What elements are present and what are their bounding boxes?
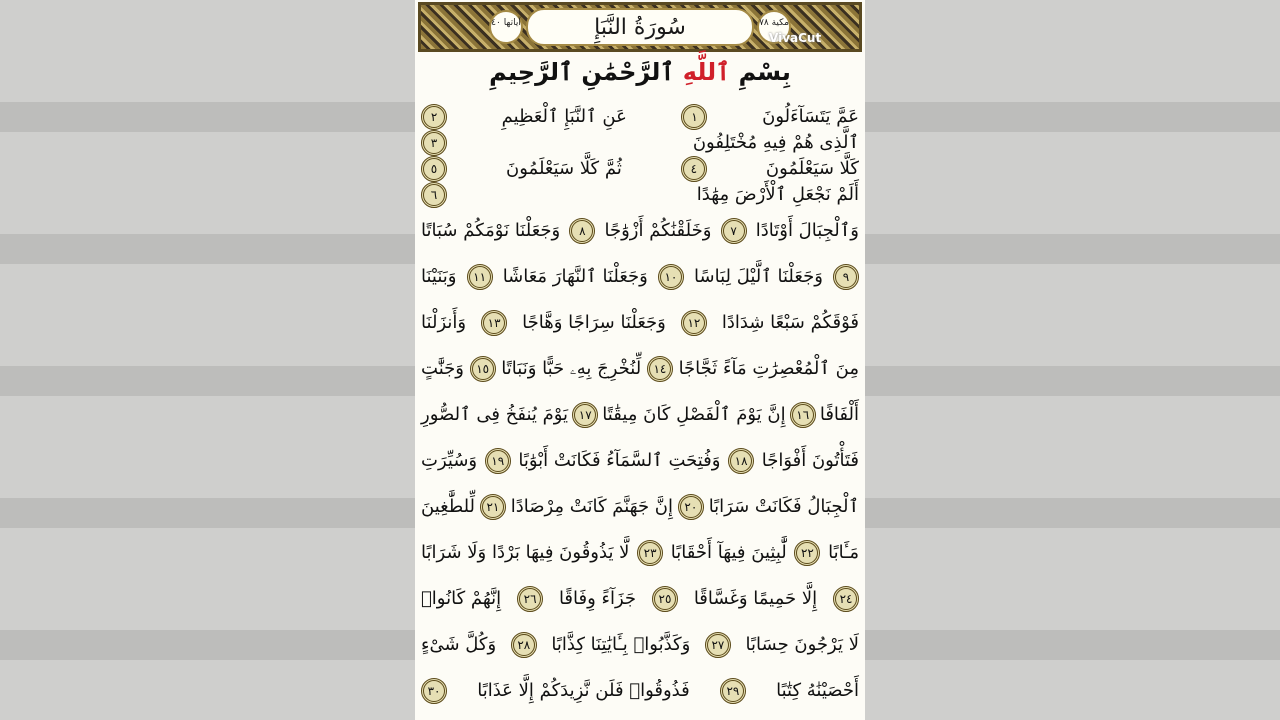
ayah-number-marker: ٢٧	[705, 632, 731, 658]
verse-text: فَوْقَكُمْ سَبْعًا شِدَادًا	[721, 312, 859, 333]
basmala	[415, 58, 865, 86]
ayah-number-marker: ٢١	[480, 494, 506, 520]
verse-line	[421, 622, 859, 668]
verse-text: لِّنُخْرِجَ بِهِۦ حَبًّا وَنَبَاتًا	[501, 358, 642, 379]
verse-line	[421, 392, 859, 438]
verse-text: عَنِ ٱلنَّبَإِ ٱلْعَظِيمِ	[501, 106, 627, 127]
ayah-number-marker: ٣٠	[421, 678, 447, 704]
ayah-number-marker: ١٠	[658, 264, 684, 290]
verse-text: عَمَّ يَتَسَآءَلُونَ	[762, 106, 859, 127]
verse-text: مِنَ ٱلْمُعْصِرَٰتِ مَآءً ثَجَّاجًا	[678, 358, 859, 379]
verse-line	[421, 254, 859, 300]
verse-text: يَوْمَ يُنفَخُ فِى ٱلصُّورِ	[421, 404, 569, 425]
verse-text: وَٱلْجِبَالَ أَوْتَادًا	[755, 220, 859, 241]
ayah-number-marker: ١٤	[647, 356, 673, 382]
ayah-number-marker: ١	[681, 104, 707, 130]
ayah-number-marker: ٢٦	[517, 586, 543, 612]
ayah-number-marker: ٩	[833, 264, 859, 290]
ayah-number-marker: ١٣	[481, 310, 507, 336]
verse-text: وَجَعَلْنَا ٱلَّيْلَ لِبَاسًا	[694, 266, 823, 287]
verse-text: وَجَنَّٰتٍ	[421, 358, 464, 379]
mushaf-page	[415, 0, 865, 720]
verse-line	[421, 156, 859, 208]
verse-text: إِنَّهُمْ كَانُوا۟	[421, 588, 502, 609]
verse-lines	[421, 104, 859, 714]
verse-text: مَـَٔابًا	[828, 542, 859, 563]
ayah-count-medallion: آياتها ٤٠	[489, 10, 523, 44]
surah-header-frame	[418, 2, 862, 52]
verse-text: أَلْفَافًا	[819, 404, 859, 425]
verse-text: إِنَّ يَوْمَ ٱلْفَصْلِ كَانَ مِيقَٰتًا	[602, 404, 786, 425]
verse-line	[421, 208, 859, 254]
ayah-number-marker: ٨	[569, 218, 595, 244]
verse-text: فَتَأْتُونَ أَفْوَاجًا	[761, 450, 859, 471]
ayah-number-marker: ٢٣	[637, 540, 663, 566]
verse-line	[421, 576, 859, 622]
ayah-number-marker: ٣	[421, 130, 447, 156]
verse-text: وَكَذَّبُوا۟ بِـَٔايَٰتِنَا كِذَّابًا	[551, 634, 691, 655]
ayah-number-marker: ١٨	[728, 448, 754, 474]
verse-text: وَسُيِّرَتِ	[421, 450, 478, 471]
verse-line	[421, 104, 859, 156]
revelation-medallion: مكية ٧٨	[757, 10, 791, 44]
ayah-number-marker: ٢٠	[678, 494, 704, 520]
ayah-number-marker: ٢٢	[794, 540, 820, 566]
basmala-rest: ٱلرَّحْمَٰنِ ٱلرَّحِيمِ	[489, 58, 675, 86]
verse-text: وَبَنَيْنَا	[421, 266, 457, 287]
verse-text: إِنَّ جَهَنَّمَ كَانَتْ مِرْصَادًا	[510, 496, 674, 517]
verse-line	[421, 668, 859, 714]
ayah-number-marker: ٢٥	[652, 586, 678, 612]
ayah-number-marker: ٧	[721, 218, 747, 244]
ayah-number-marker: ١٦	[790, 402, 816, 428]
basmala-allah: ٱللَّهِ	[682, 58, 731, 86]
ayah-number-marker: ٦	[421, 182, 447, 208]
verse-text: لِّلطَّٰغِينَ	[421, 496, 476, 517]
ayah-number-marker: ٢٨	[511, 632, 537, 658]
verse-line	[421, 300, 859, 346]
verse-text: جَزَآءً وِفَاقًا	[558, 588, 637, 609]
verse-text: لَّٰبِثِينَ فِيهَآ أَحْقَابًا	[670, 542, 787, 563]
ayah-number-marker: ١٧	[572, 402, 598, 428]
verse-text: لَّا يَذُوقُونَ فِيهَا بَرْدًا وَلَا شَرَابًا	[421, 542, 630, 563]
ayah-number-marker: ٤	[681, 156, 707, 182]
verse-text: وَكُلَّ شَىْءٍ	[421, 634, 497, 655]
verse-text: أَحْصَيْنَٰهُ كِتَٰبًا	[776, 680, 859, 701]
verse-text: ثُمَّ كَلَّا سَيَعْلَمُونَ	[506, 158, 622, 179]
ayah-number-marker: ١٢	[681, 310, 707, 336]
verse-text: ٱلَّذِى هُمْ فِيهِ مُخْتَلِفُونَ	[692, 132, 859, 153]
verse-text: أَلَمْ نَجْعَلِ ٱلْأَرْضَ مِهَٰدًا	[696, 184, 859, 205]
verse-text: لَا يَرْجُونَ حِسَابًا	[745, 634, 859, 655]
ayah-number-marker: ٥	[421, 156, 447, 182]
ayah-number-marker: ٢٩	[720, 678, 746, 704]
ayah-number-marker: ١٩	[485, 448, 511, 474]
verse-text: وَجَعَلْنَا ٱلنَّهَارَ مَعَاشًا	[502, 266, 648, 287]
verse-text: فَذُوقُوا۟ فَلَن نَّزِيدَكُمْ إِلَّا عَذَابًا	[477, 680, 690, 701]
ayah-number-marker: ١٥	[470, 356, 496, 382]
verse-text: وَجَعَلْنَا نَوْمَكُمْ سُبَاتًا	[421, 220, 561, 241]
watermark: VivaCut	[769, 31, 822, 45]
ayah-number-marker: ٢	[421, 104, 447, 130]
verse-line	[421, 438, 859, 484]
verse-line	[421, 530, 859, 576]
surah-title: سُورَةُ النَّبَإِ	[526, 8, 754, 46]
verse-line	[421, 484, 859, 530]
verse-text: وَجَعَلْنَا سِرَاجًا وَهَّاجًا	[522, 312, 666, 333]
verse-text: وَأَنزَلْنَا	[421, 312, 467, 333]
verse-line	[421, 346, 859, 392]
verse-text: كَلَّا سَيَعْلَمُونَ	[765, 158, 859, 179]
verse-text: ٱلْجِبَالُ فَكَانَتْ سَرَابًا	[708, 496, 859, 517]
verse-text: إِلَّا حَمِيمًا وَغَسَّاقًا	[693, 588, 818, 609]
basmala-bism: بِسْمِ	[738, 58, 791, 86]
ayah-number-marker: ٢٤	[833, 586, 859, 612]
ayah-number-marker: ١١	[467, 264, 493, 290]
verse-text: وَخَلَقْنَٰكُمْ أَزْوَٰجًا	[604, 220, 712, 241]
verse-text: وَفُتِحَتِ ٱلسَّمَآءُ فَكَانَتْ أَبْوَٰبًا	[518, 450, 721, 471]
